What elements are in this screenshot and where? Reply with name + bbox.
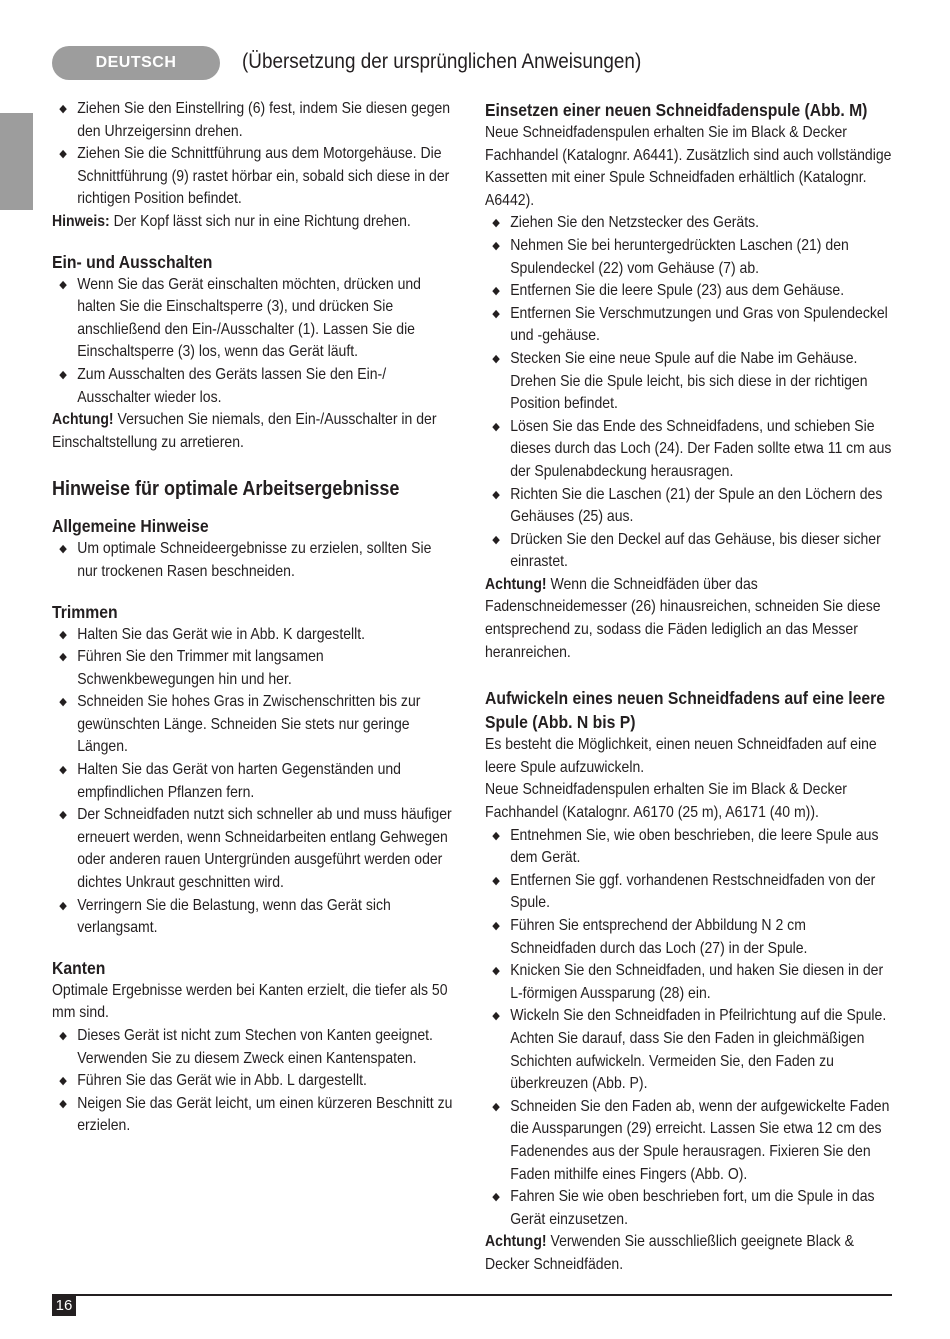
- bullet-diamond-icon: ◆: [59, 1075, 67, 1088]
- page-header-title: (Übersetzung der ursprünglichen Anweisungen): [242, 50, 642, 73]
- list-item: ◆ Nehmen Sie bei heruntergedrückten Laschen (21) den Spulendeckel (22) vom Gehäuse (7) ab.: [492, 236, 849, 277]
- bullet-diamond-icon: ◆: [492, 965, 500, 978]
- bullet-diamond-icon: ◆: [59, 148, 67, 161]
- warning-paragraph: Achtung! Versuchen Sie niemals, den Ein-/Ausschalter in der Einschaltstellung zu arretieren.: [52, 411, 437, 451]
- bullet-diamond-icon: ◆: [59, 103, 67, 115]
- list-item: ◆ Ziehen Sie den Einstellring (6) fest, indem Sie diesen gegen den Uhrzeigersinn drehen.: [59, 100, 451, 140]
- bullet-diamond-icon: ◆: [492, 307, 500, 320]
- bullet-diamond-icon: ◆: [492, 285, 500, 298]
- bullet-diamond-icon: ◆: [492, 1191, 500, 1204]
- left-column: [52, 98, 453, 1138]
- page-number: 16: [52, 1294, 76, 1316]
- list-item: ◆ Entfernen Sie ggf. vorhandenen Restschneidfaden von der Spule.: [492, 871, 876, 912]
- list-item: ◆ Um optimale Schneideergebnisse zu erzielen, sollten Sie nur trockenen Rasen beschneiden.: [59, 540, 432, 580]
- bullet-diamond-icon: ◆: [59, 628, 67, 641]
- bullet-diamond-icon: ◆: [59, 368, 67, 381]
- list-item: ◆ Knicken Sie den Schneidfaden, und haken Sie diesen in der L-förmigen Aussparung (28) ein.: [492, 962, 884, 1002]
- list-item: ◆ Wenn Sie das Gerät einschalten möchten, drücken und halten Sie die Einschaltsperre (3), und drücken Sie anschließend den Ein-/Ausschalter (1). Lassen Sie die Einschaltsperre (3) los, wenn das Gerät läuft.: [59, 275, 421, 361]
- bullet-diamond-icon: ◆: [492, 1010, 500, 1023]
- list-item: ◆ Halten Sie das Gerät wie in Abb. K dargestellt.: [52, 624, 453, 647]
- footer-rule: [52, 1294, 892, 1296]
- bullet-diamond-icon: ◆: [59, 651, 67, 664]
- wind-intro-2: Neue Schneidfadenspulen erhalten Sie im Black & Decker Fachhandel (Katalognr. A6170 (25 m), A6171 (40 m)).: [485, 781, 847, 822]
- bullet-diamond-icon: ◆: [492, 920, 500, 932]
- list-item: ◆ Dieses Gerät ist nicht zum Stechen von Kanten geeignet. Verwenden Sie zu diesem Zweck einen Kantenspaten.: [59, 1027, 433, 1067]
- right-column: [485, 98, 895, 1277]
- bullet-diamond-icon: ◆: [492, 217, 500, 230]
- bullet-diamond-icon: ◆: [59, 899, 67, 912]
- list-item: ◆ Wickeln Sie den Schneidfaden in Pfeilrichtung auf die Spule. Achten Sie darauf, dass Sie den Faden in gleichmäßigen Schichten aufwickeln. Vermeiden Sie, den Faden zu überkreuzen (Abb. P).: [492, 1007, 887, 1093]
- warning-paragraph: Achtung! Verwenden Sie ausschließlich geeignete Black & Decker Schneidfäden.: [485, 1233, 854, 1273]
- wind-intro-1: Es besteht die Möglichkeit, einen neuen Schneidfaden auf eine leere Spule aufzuwickeln.: [485, 736, 877, 776]
- heading-allgemeine-hinweise: Allgemeine Hinweise: [52, 516, 209, 537]
- bullet-diamond-icon: ◆: [59, 809, 67, 822]
- list-item: ◆ Entfernen Sie Verschmutzungen und Gras von Spulendeckel und -gehäuse.: [492, 304, 888, 345]
- list-item: ◆ Neigen Sie das Gerät leicht, um einen kürzeren Beschnitt zu erzielen.: [59, 1094, 453, 1135]
- list-item: ◆ Der Schneidfaden nutzt sich schneller ab und muss häufiger erneuert werden, wenn Schneidarbeiten entlang Gehwegen oder anderen rauen Untergründen ausgeführt werden oder dichtes Unkraut geschnitten wird.: [59, 806, 452, 892]
- bullet-diamond-icon: ◆: [59, 1097, 67, 1110]
- intro-bullet-list: [52, 98, 453, 211]
- heading-trimmen: Trimmen: [52, 601, 118, 622]
- note-paragraph: Hinweis: Der Kopf lässt sich nur in eine Richtung drehen.: [52, 212, 411, 230]
- bullet-diamond-icon: ◆: [492, 874, 500, 887]
- list-item: ◆ Führen Sie das Gerät wie in Abb. L dargestellt.: [52, 1070, 453, 1093]
- bullet-diamond-icon: ◆: [492, 420, 500, 433]
- heading-optimale-arbeitsergebnisse: Hinweise für optimale Arbeitsergebnisse: [52, 478, 400, 501]
- list-item: ◆ Lösen Sie das Ende des Schneidfadens, und schieben Sie dieses durch das Loch (24). Der Faden sollte etwa 11 cm aus der Spulenabdeckung herausragen.: [492, 417, 892, 480]
- bullet-diamond-icon: ◆: [492, 239, 500, 252]
- list-item: ◆ Führen Sie den Trimmer mit langsamen Schwenkbewegungen hin und her.: [59, 648, 324, 688]
- bullet-diamond-icon: ◆: [492, 488, 500, 501]
- list-item: ◆ Führen Sie entsprechend der Abbildung N 2 cm Schneidfaden durch das Loch (27) in der Spule.: [492, 917, 808, 957]
- list-item: ◆ Ziehen Sie die Schnittführung aus dem Motorgehäuse. Die Schnittführung (9) rastet hörbar ein, sobald sich diese in der richtigen Position befindet.: [59, 145, 450, 208]
- list-item: ◆ Verringern Sie die Belastung, wenn das Gerät sich verlangsamt.: [59, 896, 391, 937]
- list-item: ◆ Drücken Sie den Deckel auf das Gehäuse, bis dieser sicher einrastet.: [492, 530, 881, 571]
- bullet-diamond-icon: ◆: [59, 1030, 67, 1042]
- bullet-diamond-icon: ◆: [492, 533, 500, 546]
- section-tab-marker: [0, 113, 33, 210]
- warning-paragraph: Achtung! Wenn die Schneidfäden über das Fadenschneidemesser (26) hinausreichen, schneiden Sie diese entsprechend zu, sodass die Fäden lediglich an das Messer heranreichen.: [485, 575, 881, 661]
- bullet-diamond-icon: ◆: [59, 696, 67, 709]
- heading-aufwickeln: Aufwickeln eines neuen Schneidfadens auf eine leere Spule (Abb. N bis P): [485, 688, 886, 733]
- heading-ein-ausschalten: Ein- und Ausschalten: [52, 251, 213, 272]
- bullet-diamond-icon: ◆: [59, 764, 67, 777]
- list-item: ◆ Zum Ausschalten des Geräts lassen Sie den Ein-/ Ausschalter wieder los.: [59, 365, 387, 406]
- bullet-diamond-icon: ◆: [492, 829, 500, 842]
- heading-kanten: Kanten: [52, 957, 106, 978]
- kanten-intro: Optimale Ergebnisse werden bei Kanten erzielt, die tiefer als 50 mm sind.: [52, 981, 448, 1022]
- list-item: ◆ Stecken Sie eine neue Spule auf die Nabe im Gehäuse. Drehen Sie die Spule leicht, bis sich diese in der richtigen Position befindet.: [492, 349, 868, 413]
- list-item: ◆ Entnehmen Sie, wie oben beschrieben, die leere Spule aus dem Gerät.: [492, 826, 879, 867]
- bullet-diamond-icon: ◆: [492, 1100, 500, 1113]
- bullet-diamond-icon: ◆: [59, 278, 67, 291]
- list-item: ◆ Halten Sie das Gerät von harten Gegenständen und empfindlichen Pflanzen fern.: [59, 761, 402, 801]
- bullet-diamond-icon: ◆: [59, 543, 67, 556]
- list-item: ◆ Schneiden Sie hohes Gras in Zwischenschritten bis zur gewünschten Länge. Schneiden Sie stets nur geringe Längen.: [59, 693, 421, 756]
- list-item: ◆ Ziehen Sie den Netzstecker des Geräts.: [485, 212, 895, 235]
- heading-neue-schneidfadenspule: Einsetzen einer neuen Schneidfadenspule (Abb. M): [485, 100, 868, 120]
- bullet-diamond-icon: ◆: [492, 352, 500, 365]
- insert-intro: Neue Schneidfadenspulen erhalten Sie im Black & Decker Fachhandel (Katalognr. A6441). Zusätzlich sind auch vollständige Kassetten mit einer Spule Schneidfaden erhältlich (Katalognr. A6442).: [485, 124, 892, 209]
- list-item: ◆ Fahren Sie wie oben beschrieben fort, um die Spule in das Gerät einzusetzen.: [492, 1188, 875, 1228]
- list-item: ◆ Schneiden Sie den Faden ab, wenn der aufgewickelte Faden die Aussparungen (29) erreicht. Lassen Sie etwa 12 cm des Fadenendes aus der Spule herausragen. Fixieren Sie den Faden mithilfe eines Fingers (Abb. O).: [492, 1097, 890, 1183]
- list-item: ◆ Entfernen Sie die leere Spule (23) aus dem Gehäuse.: [485, 280, 895, 303]
- language-badge: DEUTSCH: [52, 46, 220, 80]
- list-item: ◆ Richten Sie die Laschen (21) der Spule an den Löchern des Gehäuses (25) aus.: [492, 485, 883, 526]
